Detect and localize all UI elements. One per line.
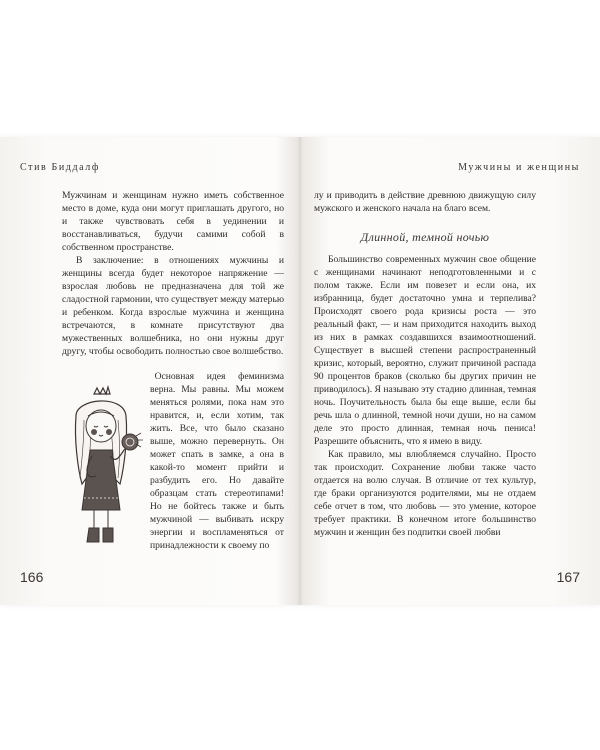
right-page-text — [314, 253, 536, 539]
paragraph: Большинство современных мужчин свое общение с женщинами начинают неподготовленными и с полом также. Если им повезет и если она, их избранница, будет достаточно умна и терпелива? Происходят своего рода кризисы роста — это реальный факт, — и нам приходится находить выход из них в рамках создавшихся взаимоотношений. Существует в высшей степени распространенный кризис, который, вероятно, служит причиной распада 90 процентов браков (сколько бы других причин не приводилось). Я называю эту стадию длинная, темная ночь. Поучительность была бы еще выше, если бы речь шла о длинной, темной ночи души, но на самом деле это просто длинная, темная ночь пениса! Разрешите объяснить, что я имею в виду. — [314, 254, 536, 447]
running-head-author: Стив Биддалф — [20, 162, 100, 173]
page-number-left: 166 — [20, 569, 44, 585]
section-subheading: Длинной, темной ночью — [360, 230, 490, 244]
right-page-top-text — [314, 189, 536, 215]
paragraph: В заключение: в отношениях мужчины и женщины всегда будет некоторое напряжение — взрослая любовь не предназначена для той же сладостной гармонии, что существует между матерью и ребенком. Когда взрослые мужчина и женщина встречаются, в комнате присутствуют два мужественных волшебника, но они нужны друг другу, чтобы освободить полностью свое волшебство. — [62, 255, 284, 357]
left-page — [0, 137, 300, 605]
book-spread — [0, 137, 600, 605]
left-page-wrap-text — [62, 370, 284, 552]
paragraph: лу и приводить в действие древнюю движущую силу мужского и женского начала на благо всем. — [314, 190, 536, 214]
paragraph: Мужчинам и женщинам нужно иметь собственное место в доме, куда они могут приглашать другого, но и также чувствовать себя в уединении и восстанавливаться, будучи самими собой в собственном пространстве. — [62, 190, 284, 253]
paragraph: Как правило, мы влюбляемся случайно. Просто так происходит. Сохранение любви также часто отдается на волю случая. В отличие от тех культур, где браки организуются родителями, мы не отдаем себе отчет в том, что любовь — это умение, которое требует практики. В конечном итоге большинство мужчин и женщин без подпитки своей любви — [314, 449, 536, 538]
illustration-drawing — [54, 380, 146, 552]
right-page — [300, 137, 600, 605]
paragraph: Основная идея феминизма верна. Мы равны. Мы можем меняться ролями, пока нам это нравится, и, если хотим, так жить. Все, что было сказано выше, можно перевернуть. Он может спать в замке, а она в какой-то момент прийти и разбудить его. Но давайте образцам стать стереотипами! Но не бойтесь также и быть мужчиной — выбивать искру энергии и воспламеняться от принадлежности к своему по — [150, 371, 284, 551]
page-number-right: 167 — [556, 569, 580, 585]
girl-with-flower-illustration — [54, 380, 146, 552]
left-page-text — [62, 189, 284, 358]
running-head-title: Мужчины и женщины — [458, 162, 580, 173]
